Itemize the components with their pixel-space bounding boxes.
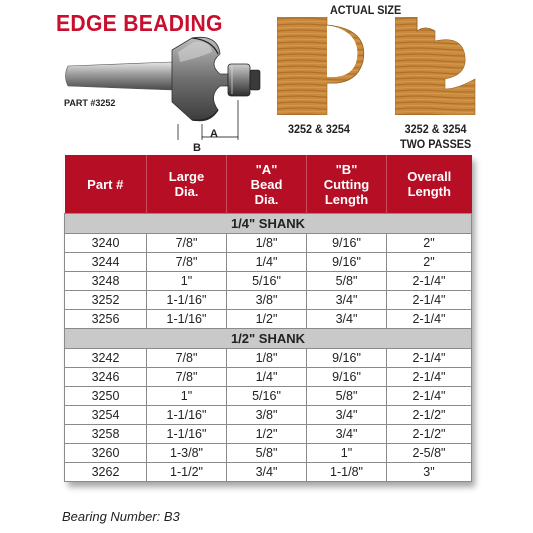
table-cell: 1-3/8" — [147, 444, 227, 463]
table-cell: 3240 — [65, 234, 147, 253]
caption-single-pass: 3252 & 3254 — [288, 122, 350, 136]
table-cell: 1-1/2" — [147, 463, 227, 482]
table-cell: 1-1/16" — [147, 291, 227, 310]
table-cell: 3/8" — [227, 291, 307, 310]
table-cell: 1" — [147, 272, 227, 291]
column-header — [147, 155, 227, 214]
table-body — [65, 214, 472, 482]
column-header-line: Dia. — [254, 191, 279, 207]
table-header-row — [65, 155, 472, 214]
table-cell: 3244 — [65, 253, 147, 272]
table-cell: 1-1/8" — [307, 463, 387, 482]
table-cell: 5/8" — [307, 272, 387, 291]
column-header-line: Bead — [250, 176, 283, 192]
column-header-line: "A" — [255, 161, 278, 177]
table-cell: 2" — [387, 253, 472, 272]
table-row — [65, 463, 472, 482]
table-cell: 3/4" — [307, 406, 387, 425]
table-cell: 1/8" — [227, 234, 307, 253]
table-cell: 1/2" — [227, 310, 307, 329]
specs-table — [64, 155, 472, 482]
table-cell: 1-1/16" — [147, 425, 227, 444]
column-header-line: Cutting — [323, 176, 370, 192]
table-row — [65, 444, 472, 463]
table-cell: 3/4" — [307, 291, 387, 310]
table-cell: 5/16" — [227, 387, 307, 406]
table-cell: 1/4" — [227, 368, 307, 387]
table-cell: 7/8" — [147, 349, 227, 368]
table-cell: 3242 — [65, 349, 147, 368]
column-header — [307, 155, 387, 214]
column-header-line: Large — [168, 169, 205, 184]
table-cell: 2-1/4" — [387, 272, 472, 291]
table-cell: 5/16" — [227, 272, 307, 291]
profile-two-passes-image — [395, 17, 487, 115]
table-row — [65, 425, 472, 444]
caption-two-passes-line1: 3252 & 3254 — [404, 122, 467, 136]
column-header — [227, 155, 307, 214]
table-cell: 3/4" — [307, 425, 387, 444]
table-row — [65, 349, 472, 368]
table-row — [65, 387, 472, 406]
section-row — [65, 329, 472, 349]
table-cell: 1/2" — [227, 425, 307, 444]
column-header-line: Length — [324, 191, 369, 207]
actual-size-label: ACTUAL SIZE — [330, 3, 402, 17]
table-cell: 7/8" — [147, 253, 227, 272]
table-cell: 3260 — [65, 444, 147, 463]
table-cell: 2-1/2" — [387, 425, 472, 444]
table-cell: 1/8" — [227, 349, 307, 368]
table-cell: 3/8" — [227, 406, 307, 425]
column-header-line: Part # — [87, 176, 124, 192]
bearing-note: Bearing Number: B3 — [62, 509, 180, 524]
table-cell: 3246 — [65, 368, 147, 387]
caption-two-passes — [400, 122, 471, 152]
table-cell: 1" — [147, 387, 227, 406]
table-row — [65, 310, 472, 329]
table-cell: 7/8" — [147, 234, 227, 253]
table-cell: 3258 — [65, 425, 147, 444]
router-bit-image — [60, 28, 275, 140]
table-cell: 1-1/16" — [147, 310, 227, 329]
specs-table-container — [64, 155, 471, 482]
section-label: 1/2" SHANK — [65, 329, 472, 349]
table-cell: 9/16" — [307, 234, 387, 253]
table-cell: 2-1/2" — [387, 406, 472, 425]
profile-single-pass-image — [277, 17, 369, 115]
table-row — [65, 234, 472, 253]
column-header-line: "B" — [335, 161, 358, 177]
part-number-label: PART #3252 — [64, 98, 116, 108]
table-row — [65, 253, 472, 272]
table-cell: 3248 — [65, 272, 147, 291]
column-header-line: Length — [407, 184, 451, 199]
table-cell: 1/4" — [227, 253, 307, 272]
column-header — [65, 155, 147, 214]
section-row — [65, 214, 472, 234]
section-label: 1/4" SHANK — [65, 214, 472, 234]
table-cell: 9/16" — [307, 253, 387, 272]
table-cell: 9/16" — [307, 349, 387, 368]
table-cell: 2-1/4" — [387, 387, 472, 406]
table-cell: 5/8" — [227, 444, 307, 463]
dimension-b-label: B — [193, 142, 201, 154]
dimension-a-label: A — [210, 128, 218, 140]
table-cell: 3262 — [65, 463, 147, 482]
table-cell: 3/4" — [307, 310, 387, 329]
table-cell: 2-1/4" — [387, 291, 472, 310]
table-cell: 3252 — [65, 291, 147, 310]
table-cell: 2-5/8" — [387, 444, 472, 463]
table-cell: 5/8" — [307, 387, 387, 406]
table-cell: 2-1/4" — [387, 349, 472, 368]
table-cell: 3254 — [65, 406, 147, 425]
table-cell: 3256 — [65, 310, 147, 329]
column-header-line: Overall — [407, 169, 452, 184]
table-cell: 2" — [387, 234, 472, 253]
table-cell: 3/4" — [227, 463, 307, 482]
table-cell: 2-1/4" — [387, 368, 472, 387]
table-cell: 2-1/4" — [387, 310, 472, 329]
table-cell: 9/16" — [307, 368, 387, 387]
table-cell: 3" — [387, 463, 472, 482]
table-row — [65, 368, 472, 387]
table-cell: 3250 — [65, 387, 147, 406]
table-row — [65, 291, 472, 310]
column-header-line: Dia. — [174, 184, 199, 199]
column-header — [387, 155, 472, 214]
table-cell: 7/8" — [147, 368, 227, 387]
table-cell: 1-1/16" — [147, 406, 227, 425]
table-row — [65, 406, 472, 425]
caption-two-passes-line2: TWO PASSES — [400, 137, 472, 151]
page-title: EDGE BEADING — [56, 10, 223, 36]
table-row — [65, 272, 472, 291]
table-cell: 1" — [307, 444, 387, 463]
